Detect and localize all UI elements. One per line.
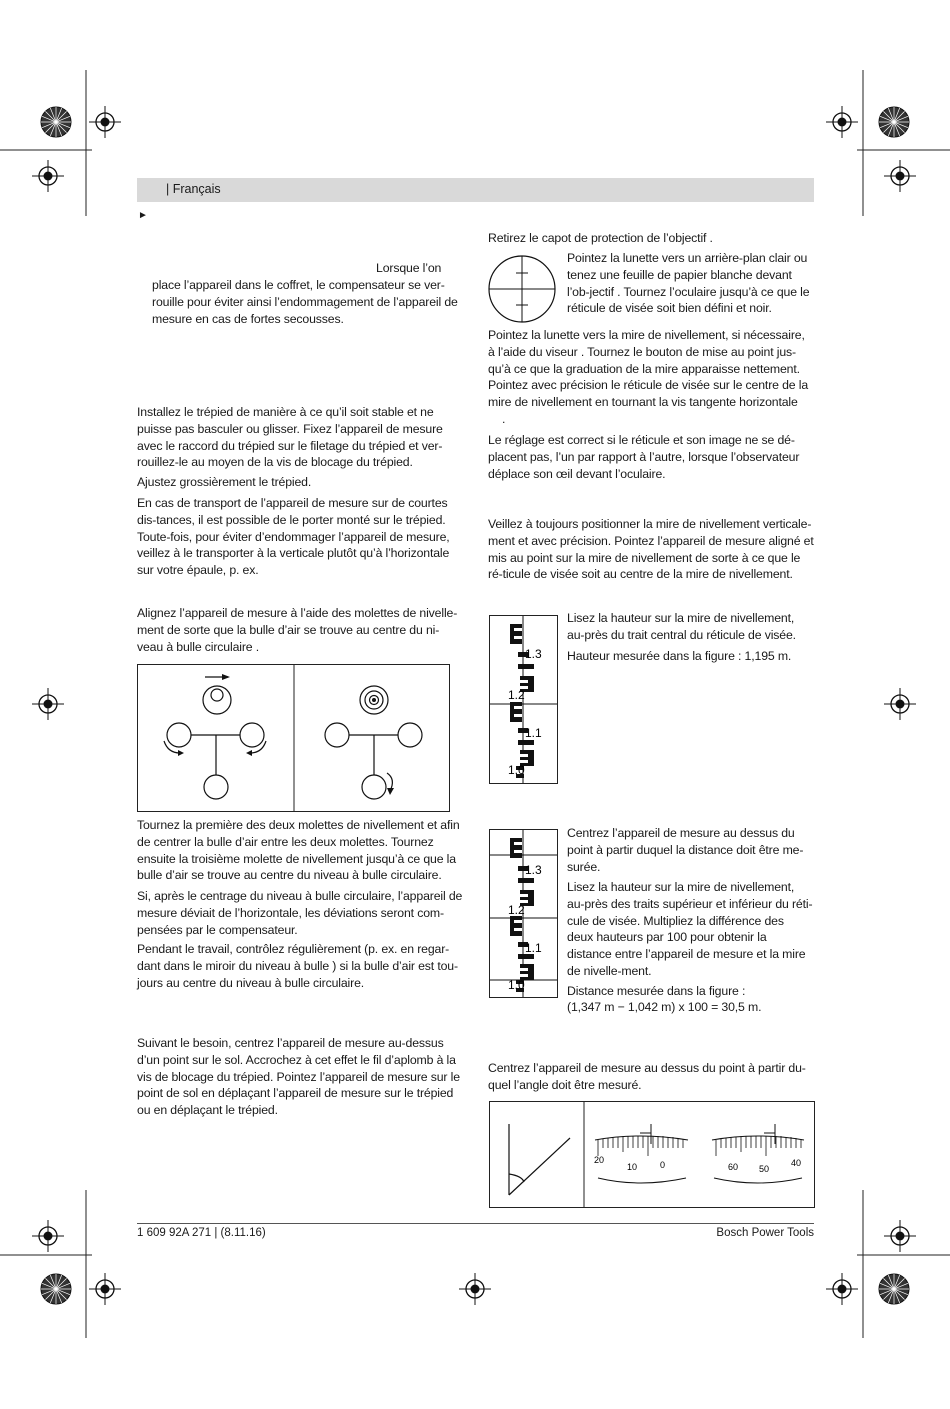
eyepiece-paragraph: Pointez la lunette vers un arrière-plan clair ou tenez une feuille de papier blanche devant l’ob-jectif . Tournez l’oculaire jusqu’à ce que le réticule de visée soit bien défini et noir. xyxy=(567,251,810,316)
leveling-diagram xyxy=(138,665,449,811)
angle-figure xyxy=(489,1101,815,1208)
position-paragraph: Veillez à toujours positionner la mire de nivellement verticale-ment et avec précision. Pointez l’appareil de mesure aligné et mis au point sur la mire de nivellement de sorte à ce que le ré-ticule de visée soit au centre de la mire de nivellement. xyxy=(488,517,814,582)
dist-value: (1,347 m − 1,042 m) x 100 = 30,5 m. xyxy=(567,1000,762,1014)
dist-label: Distance mesurée dans la figure : xyxy=(567,984,746,998)
bullet-tail: Lorsque l’on xyxy=(376,261,442,275)
scale-b-60: 60 xyxy=(728,1162,739,1172)
staff2-label-13: 1.3 xyxy=(525,863,542,877)
staff-label-13: 1.3 xyxy=(525,647,542,661)
scale-a-0: 0 xyxy=(660,1160,666,1170)
header-band xyxy=(137,178,814,202)
staff-label-11: 1.1 xyxy=(525,726,542,740)
bullet-text: place l’appareil dans le coffret, le compensateur se ver-rouille pour éviter ainsi l’endommagement de l’appareil de mesure en cas de fortes secousses. xyxy=(152,278,458,326)
bullet-symbol: ► xyxy=(138,210,148,221)
aim-end: . xyxy=(502,412,506,426)
staff-diagram-2 xyxy=(490,830,557,997)
angle-paragraph: Centrez l’appareil de mesure au dessus du point à partir du-quel l’angle doit être mesuré. xyxy=(488,1061,806,1092)
section-title: | Français xyxy=(166,182,221,196)
scale-b-40: 40 xyxy=(791,1158,802,1168)
scale-a-20: 20 xyxy=(594,1155,605,1165)
footer-doc-number: 1 609 92A 271 | (8.11.16) xyxy=(137,1227,266,1239)
tripod-paragraph: Installez le trépied de manière à ce qu’il soit stable et ne puisse pas basculer ou glisser. Fixez l’appareil de mesure avec le raccord du trépied sur le filetage du trépied et ver-rouillez-le au moyen de la vis de blocage du trépied. xyxy=(137,405,443,470)
center-paragraph: Centrez l’appareil de mesure au dessus du point à partir duquel la distance doit être me-surée. xyxy=(567,826,804,874)
scale-b-50: 50 xyxy=(759,1164,770,1174)
leveling-figure xyxy=(137,664,450,812)
check-paragraph: Pendant le travail, contrôlez régulièrement (p. ex. en regar-dant dans le miroir du niveau à bulle ) si la bulle d’air est tou-jours au centre du niveau à bulle circulaire. xyxy=(137,942,458,990)
turn-paragraph: Tournez la première des deux molettes de nivellement et afin de centrer la bulle d’air entre les deux molettes. Tournez ensuite la troisième molette de nivellement jusqu’à ce que la bulle d’air se trouve au centre du niveau à bulle circulaire. xyxy=(137,818,460,883)
adjust-paragraph: Ajustez grossièrement le trépied. xyxy=(137,475,312,489)
angle-diagram xyxy=(490,1102,814,1207)
staff2-label-11: 1.1 xyxy=(525,941,542,955)
staff-figure-height xyxy=(489,615,558,784)
staff2-label-12: 1.2 xyxy=(508,903,525,917)
staff-figure-distance xyxy=(489,829,558,998)
read-height-paragraph: Lisez la hauteur sur la mire de nivellement, au-près du trait central du réticule de visée. xyxy=(567,611,796,642)
footer-brand: Bosch Power Tools xyxy=(716,1227,814,1239)
align-paragraph: Alignez l’appareil de mesure à l’aide des molettes de nivelle-ment de sorte que la bulle d’air se trouve au centre du ni-veau à bulle circulaire . xyxy=(137,606,458,654)
staff-label-10: 1.0 xyxy=(508,763,525,777)
footer-rule xyxy=(137,1223,814,1224)
transport-paragraph: En cas de transport de l’appareil de mesure sur de courtes dis-tances, il est possible de le porter monté sur le trépied. Toute-fois, pour éviter d’endommager l’appareil de mesure, veillez à le transporter à la verticale plutôt qu’à l’horizontale sur votre épaule, p. ex. xyxy=(137,496,450,578)
deviation-paragraph: Si, après le centrage du niveau à bulle circulaire, l’appareil de mesure déviait de l’horizontale, les déviations seront com-pensées par le compensateur. xyxy=(137,889,463,937)
aim-paragraph: Pointez la lunette vers la mire de nivellement, si nécessaire, à l’aide du viseur . Tournez le bouton de mise au point jus-qu’à ce que la graduation de la mire apparaisse nettement. Pointez avec précision le réticule de visée sur le centre de la mire de nivellement en tournant la vis tangente horizontale xyxy=(488,328,809,410)
plumb-paragraph: Suivant le besoin, centrez l’appareil de mesure au-dessus d’un point sur le sol. Accrochez à cet effet le fil d’aplomb à la vis de blocage du trépied. Pointez l’appareil de mesure sur le point de sol en déplaçant l’appareil de mesure sur le trépied ou en déplaçant le trépied. xyxy=(137,1036,460,1118)
height-value: Hauteur mesurée dans la figure : 1,195 m. xyxy=(567,649,792,663)
staff-label-12: 1.2 xyxy=(508,688,525,702)
correct-paragraph: Le réglage est correct si le réticule et son image ne se dé-placent pas, l’un par rapport à l’autre, lorsque l’observateur déplace son œil devant l’oculaire. xyxy=(488,433,800,481)
read-dist-paragraph: Lisez la hauteur sur la mire de nivellement, au-près des traits supérieur et inférieur du réti-cule de visée. Multipliez la différence des deux hauteurs par 100 pour obtenir la distance entre l’appareil de mesure et la mire de nivelle-ment. xyxy=(567,880,813,978)
cap-paragraph: Retirez le capot de protection de l’objectif . xyxy=(488,231,713,245)
scale-a-10: 10 xyxy=(627,1162,638,1172)
reticle-icon xyxy=(487,255,559,325)
staff2-label-10: 1.0 xyxy=(508,978,525,992)
staff-diagram-1 xyxy=(490,616,557,783)
